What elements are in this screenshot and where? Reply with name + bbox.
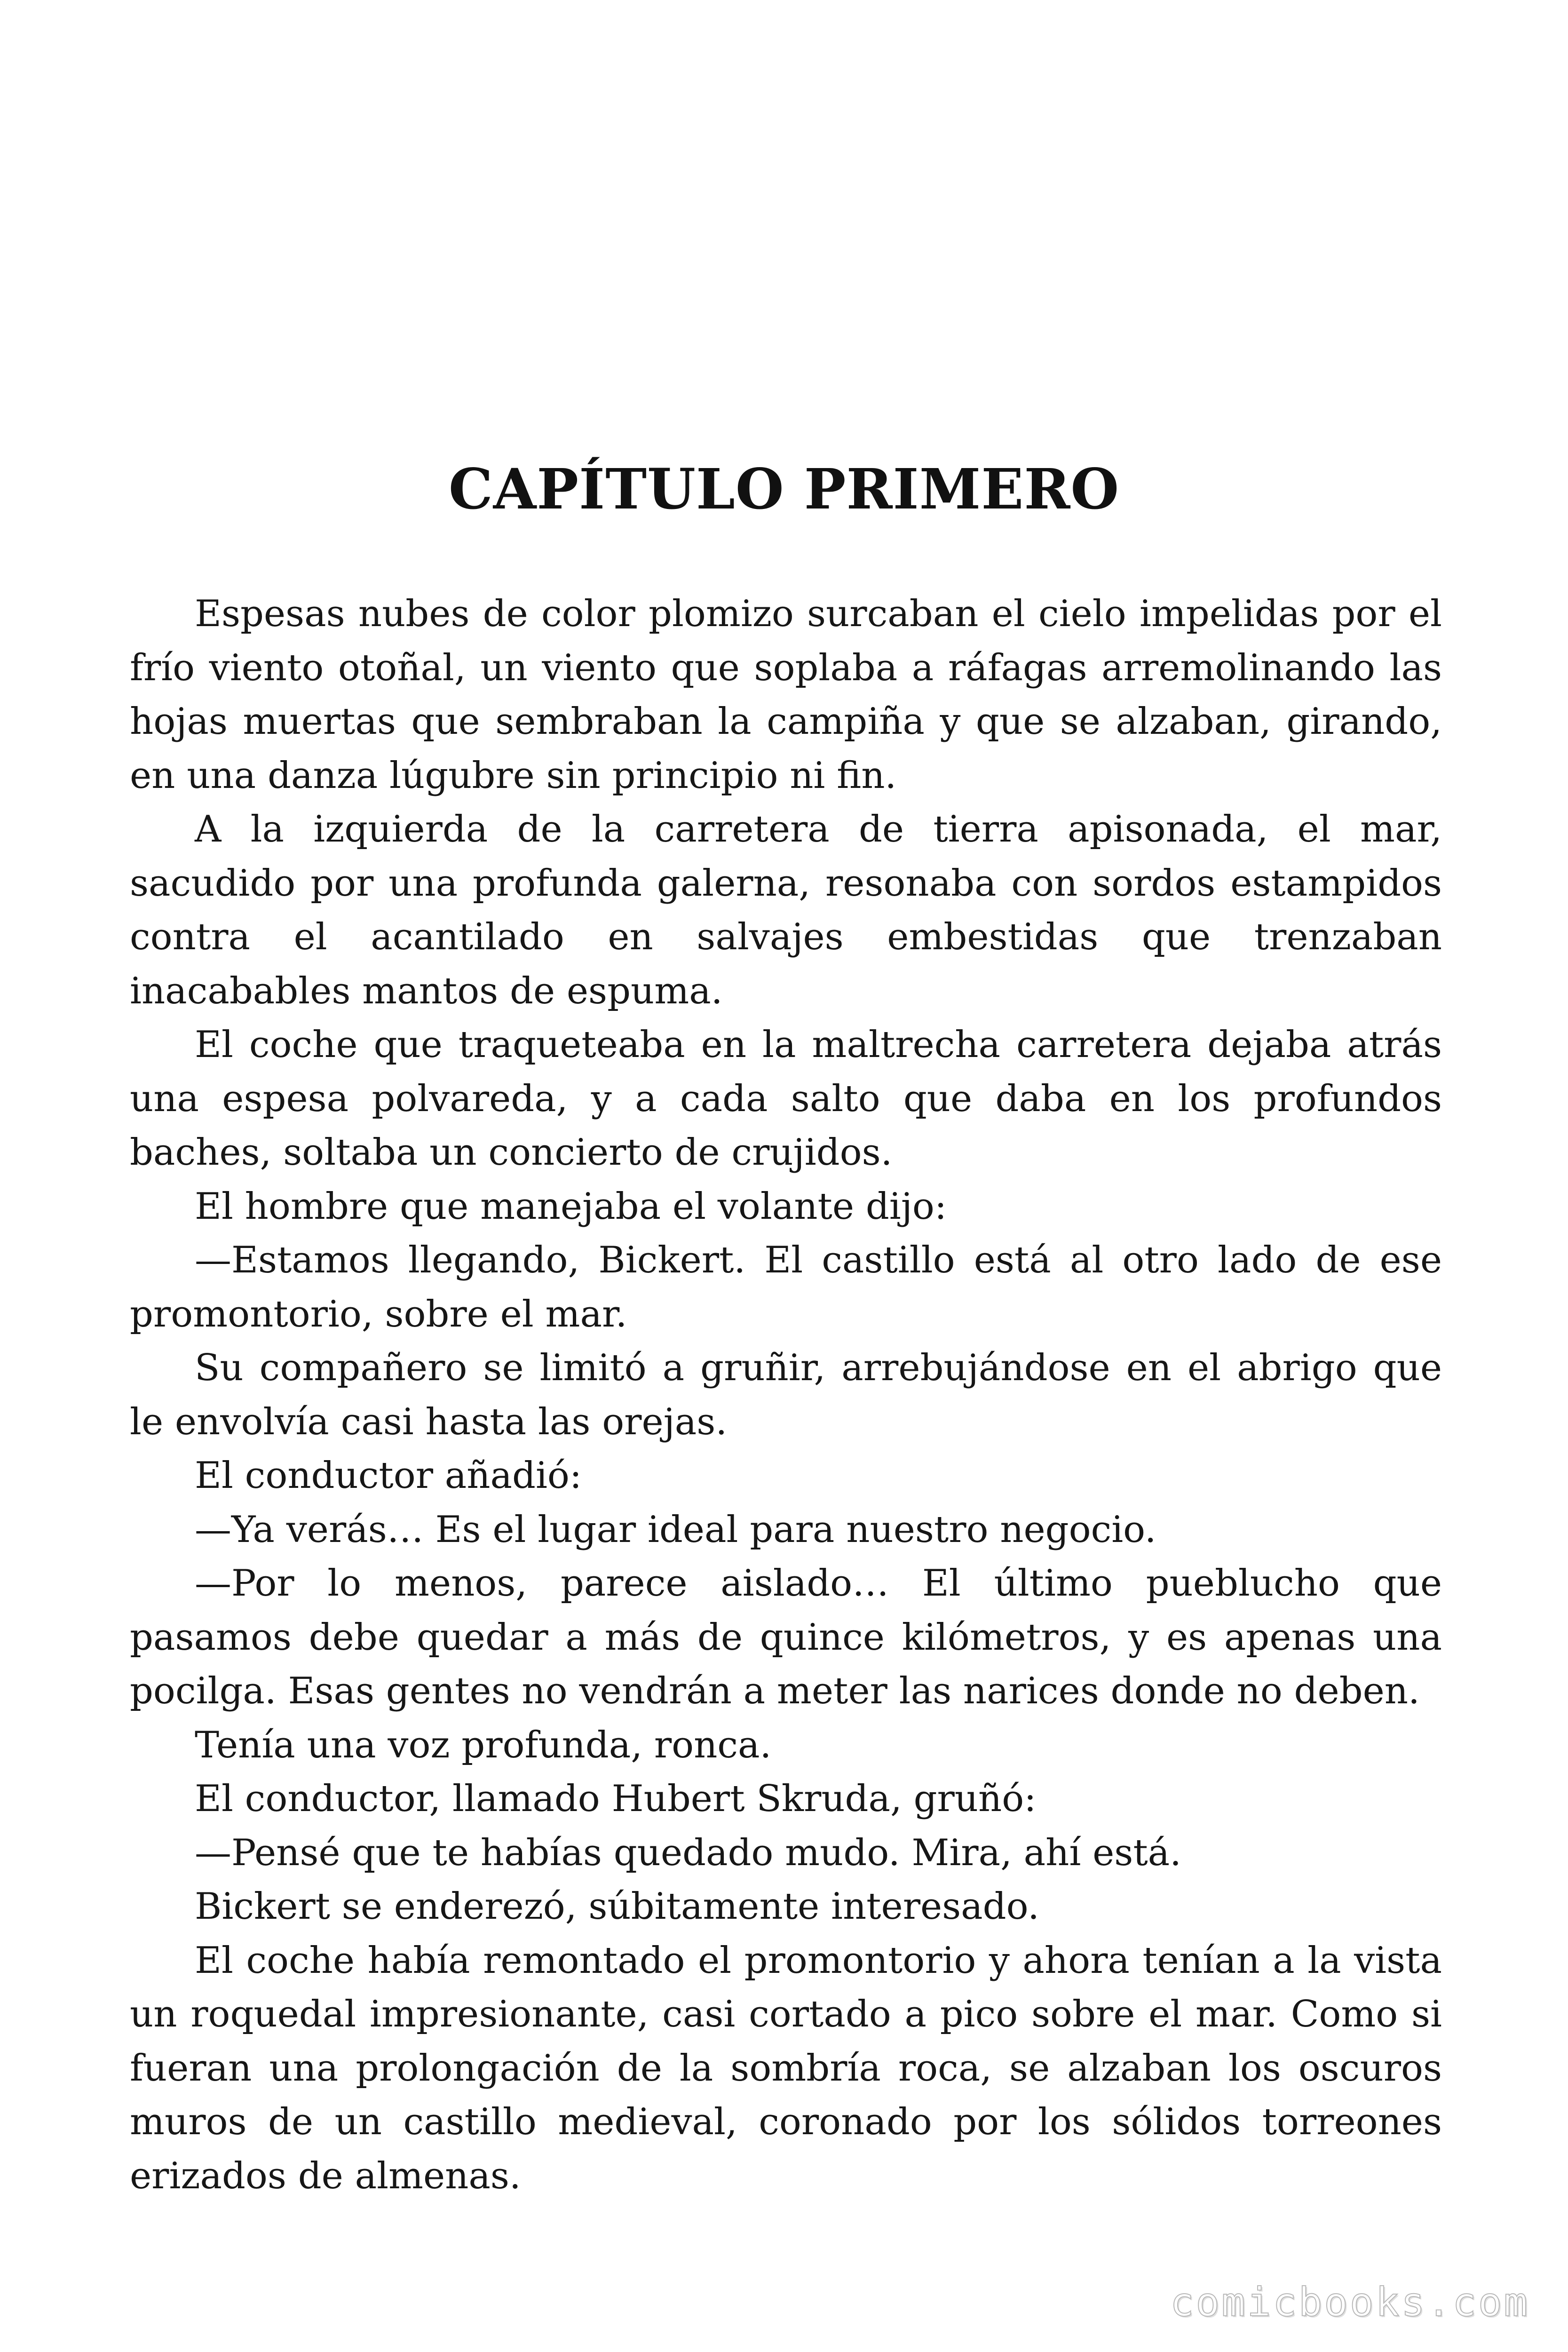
- paragraph: El hombre que manejaba el volante dijo:: [195, 1185, 947, 1228]
- paragraph: El coche había remontado el promontorio y ahora tenían a la vista un roquedal impresionante, casi cortado a pico sobre el mar. Como si fueran una prolongación de la sombría roca, se alzaban los oscuros muros de un castillo medieval, coronado por los sólidos torreones erizados de almenas.: [130, 1939, 1442, 2197]
- chapter-body: [130, 587, 1442, 2203]
- paragraph: El conductor añadió:: [195, 1454, 582, 1497]
- paragraph: Espesas nubes de color plomizo surcaban el cielo impelidas por el frío viento otoñal, un viento que soplaba a ráfagas arremolinando las hojas muertas que sembraban la campiña y que se alzaban, girando, en una danza lúgubre sin principio ni fin.: [130, 593, 1442, 797]
- paragraph: Bickert se enderezó, súbitamente interesado.: [195, 1885, 1039, 1928]
- chapter-title: CAPÍTULO PRIMERO: [448, 456, 1120, 522]
- watermark: comicbooks.com: [1170, 2279, 1529, 2325]
- paragraph: Tenía una voz profunda, ronca.: [195, 1724, 772, 1766]
- paragraph: A la izquierda de la carretera de tierra apisonada, el mar, sacudido por una profunda galerna, resonaba con sordos estampidos contra el acantilado en salvajes embestidas que trenzaban inacabables mantos de espuma.: [130, 808, 1442, 1012]
- dialogue-paragraph: —Estamos llegando, Bickert. El castillo está al otro lado de ese promontorio, sobre el mar.: [130, 1239, 1442, 1335]
- paragraph: Su compañero se limitó a gruñir, arrebujándose en el abrigo que le envolvía casi hasta las orejas.: [130, 1347, 1442, 1443]
- dialogue-paragraph: —Ya verás… Es el lugar ideal para nuestro negocio.: [195, 1508, 1156, 1551]
- dialogue-paragraph: —Por lo menos, parece aislado… El último pueblucho que pasamos debe quedar a más de quince kilómetros, y es apenas una pocilga. Esas gentes no vendrán a meter las narices donde no deben.: [130, 1562, 1442, 1712]
- paragraph: El coche que traqueteaba en la maltrecha carretera dejaba atrás una espesa polvareda, y a cada salto que daba en los profundos baches, soltaba un concierto de crujidos.: [130, 1024, 1442, 1174]
- dialogue-paragraph: —Pensé que te habías quedado mudo. Mira, ahí está.: [195, 1831, 1181, 1874]
- paragraph: El conductor, llamado Hubert Skruda, gruñó:: [195, 1778, 1037, 1820]
